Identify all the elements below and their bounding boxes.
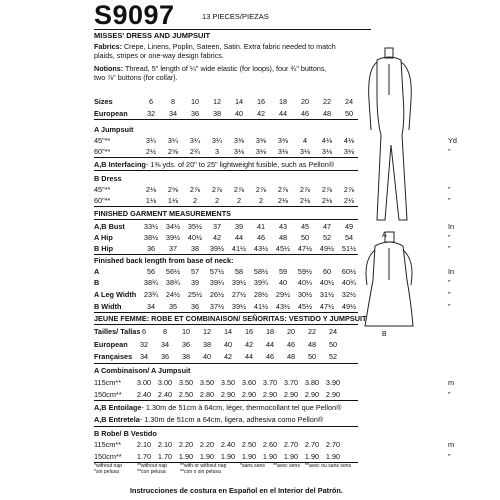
table-cell: 3.50 xyxy=(199,378,215,387)
table-cell: 38 xyxy=(190,244,200,253)
table-divider xyxy=(94,324,358,325)
table-cell: 47½ xyxy=(319,302,335,311)
table-cell: 27½ xyxy=(231,290,247,299)
table-cell: 60 xyxy=(322,267,332,276)
table-cell: 10 xyxy=(190,97,200,106)
table-cell: 2.40 xyxy=(220,440,236,449)
table-cell: 10 xyxy=(181,327,191,336)
illustration-label-b: B xyxy=(382,331,387,338)
table-cell: 38¾ xyxy=(143,278,159,287)
table-cell: 46 xyxy=(256,233,266,242)
table-cell: 56 xyxy=(146,267,156,276)
table-cell: 2.90 xyxy=(241,390,257,399)
section-label: A Jumpsuit xyxy=(94,125,134,134)
table-divider xyxy=(94,170,358,171)
table-cell: 2.50 xyxy=(178,390,194,399)
table-cell: 2⅞ xyxy=(321,185,333,194)
fabrics-line2: plaids, stripes or one-way design fabrics. xyxy=(94,51,224,61)
table-cell: 34 xyxy=(139,352,149,361)
table-cell: 34 xyxy=(146,302,156,311)
table-cell: 4⅛ xyxy=(321,136,333,145)
piece-count: 13 PIECES/PIEZAS xyxy=(202,12,269,21)
table-cell: 3⅜ xyxy=(233,136,245,145)
table-cell: 35 xyxy=(168,302,178,311)
interfacing-text: - 1.30m de 51cm à 64cm, léger, thermocollant tel que Pellon® xyxy=(141,403,342,412)
table-cell: 2⅝ xyxy=(167,147,179,156)
row-label: European xyxy=(94,340,128,349)
table-cell: 40 xyxy=(278,278,288,287)
unit-label: In xyxy=(448,267,455,276)
table-cell: 44 xyxy=(278,109,288,118)
table-cell: 3⅛ xyxy=(299,147,311,156)
table-cell: 40½ xyxy=(319,278,335,287)
table-cell: 40¾ xyxy=(341,278,357,287)
table-cell: 39½ xyxy=(231,302,247,311)
table-cell: 2 xyxy=(236,196,242,205)
table-cell: 34 xyxy=(160,340,170,349)
table-cell: 36 xyxy=(190,109,200,118)
table-cell: 3⅜ xyxy=(277,136,289,145)
table-cell: 48 xyxy=(322,109,332,118)
table-cell: 1.70 xyxy=(157,452,173,461)
table-cell: 48 xyxy=(307,340,317,349)
row-label: 45"** xyxy=(94,136,111,145)
table-cell: 39¼ xyxy=(209,278,225,287)
table-cell: 3⅜ xyxy=(255,136,267,145)
table-cell: 41½ xyxy=(231,244,247,253)
header-divider xyxy=(94,29,371,30)
table-cell: 3.50 xyxy=(220,378,236,387)
row-label: 60"** xyxy=(94,147,111,156)
table-cell: 2½ xyxy=(145,147,157,156)
table-cell: 49½ xyxy=(319,244,335,253)
table-divider xyxy=(94,206,358,207)
table-cell: 40¼ xyxy=(297,278,313,287)
table-cell: 8 xyxy=(170,97,176,106)
table-cell: 40 xyxy=(202,352,212,361)
table-cell: 3¼ xyxy=(167,136,179,145)
interfacing-text: - 1.30m de 51cm a 64cm, ligera, adhesiva como Pellon® xyxy=(139,415,324,424)
table-cell: 38 xyxy=(202,340,212,349)
interfacing-text: - 1⅜ yds. of 20" to 25" lightweight fusible, such as Pellon® xyxy=(145,160,335,169)
interfacing-label: A,B Entretela xyxy=(94,415,140,424)
garment-illustrations xyxy=(355,40,435,340)
row-label: 150cm** xyxy=(94,452,122,461)
unit-label: m xyxy=(448,440,455,449)
table-cell: 1.90 xyxy=(262,452,278,461)
row-label: B xyxy=(94,278,100,287)
unit-label: " xyxy=(448,233,451,242)
table-cell: 58 xyxy=(234,267,244,276)
table-divider xyxy=(94,254,358,255)
section-label: B Robe/ B Vestido xyxy=(94,429,157,438)
table-divider xyxy=(94,426,358,427)
table-cell: 2 xyxy=(214,196,220,205)
table-cell: 46 xyxy=(286,340,296,349)
table-cell: 4 xyxy=(302,136,308,145)
table-cell: 40 xyxy=(234,109,244,118)
table-cell: 22 xyxy=(322,97,332,106)
row-label: A Leg Width xyxy=(94,290,137,299)
table-cell: 2⅞ xyxy=(211,185,223,194)
table-divider xyxy=(94,312,358,313)
table-cell: 12 xyxy=(202,327,212,336)
table-cell: 40½ xyxy=(187,233,203,242)
table-cell: 50 xyxy=(307,352,317,361)
table-cell: 50 xyxy=(328,340,338,349)
table-cell: 36 xyxy=(146,244,156,253)
row-label: A,B Bust xyxy=(94,222,125,231)
table-cell: 3.60 xyxy=(241,378,257,387)
spanish-instructions-note: Instrucciones de costura en Español en el Interior del Patrón. xyxy=(130,486,343,495)
table-cell: 26½ xyxy=(209,290,225,299)
table-cell: 1⅛ xyxy=(145,196,157,205)
table-cell: 37 xyxy=(168,244,178,253)
table-divider xyxy=(94,219,358,220)
table-cell: 4⅛ xyxy=(343,136,355,145)
table-cell: 47 xyxy=(322,222,332,231)
table-cell: 36 xyxy=(181,340,191,349)
table-cell: 48 xyxy=(278,233,288,242)
table-cell: 50 xyxy=(300,233,310,242)
table-cell: 23¾ xyxy=(143,290,159,299)
unit-label: " xyxy=(448,278,451,287)
row-label: A Hip xyxy=(94,233,113,242)
table-cell: 28½ xyxy=(253,290,269,299)
table-cell: 43½ xyxy=(253,244,269,253)
table-cell: 48 xyxy=(286,352,296,361)
table-cell: 59 xyxy=(278,267,288,276)
table-cell: 52 xyxy=(328,352,338,361)
fabrics-line1: Crepe, Linens, Poplin, Sateen, Satin. Extra fabric needed to match xyxy=(121,42,336,51)
table-cell: 38 xyxy=(212,109,222,118)
table-cell: 14 xyxy=(234,97,244,106)
interfacing-label: A,B Interfacing xyxy=(94,160,146,169)
row-label: B Hip xyxy=(94,244,114,253)
table-cell: 2⅛ xyxy=(277,196,289,205)
table-cell: 47½ xyxy=(297,244,313,253)
unit-label: " xyxy=(448,196,451,205)
table-cell: 46 xyxy=(300,109,310,118)
table-cell: 6 xyxy=(148,97,154,106)
table-cell: 3⅛ xyxy=(321,147,333,156)
section-label: B Dress xyxy=(94,174,122,183)
unit-label: " xyxy=(448,290,451,299)
table-cell: 2.60 xyxy=(262,440,278,449)
table-cell: 1.90 xyxy=(283,452,299,461)
table-cell: 16 xyxy=(244,327,254,336)
table-cell: 2⅞ xyxy=(343,185,355,194)
notions-line1: Thread, 5" length of ¼" wide elastic (for loops), four ¾" buttons, xyxy=(123,64,327,73)
table-cell: 25½ xyxy=(187,290,203,299)
table-cell: 2.50 xyxy=(241,440,257,449)
table-divider xyxy=(94,400,358,401)
table-cell: 36 xyxy=(160,352,170,361)
unit-label: " xyxy=(448,147,451,156)
note-sans-sens: *sans sens xyxy=(240,463,265,469)
table-cell: 2⅛ xyxy=(299,196,311,205)
table-cell: 58½ xyxy=(253,267,269,276)
section-label: FINISHED GARMENT MEASUREMENTS xyxy=(94,209,232,218)
jumpsuit-illustration xyxy=(369,48,412,220)
table-cell: 39 xyxy=(234,222,244,231)
table-cell: 3⅛ xyxy=(255,147,267,156)
table-cell: 2.90 xyxy=(220,390,236,399)
table-cell: 1.70 xyxy=(136,452,152,461)
table-cell: 16 xyxy=(256,97,266,106)
unit-label: m xyxy=(448,378,455,387)
table-divider xyxy=(94,119,358,120)
row-label: B Width xyxy=(94,302,122,311)
table-cell: 22 xyxy=(307,327,317,336)
pattern-title: MISSES' DRESS AND JUMPSUIT xyxy=(94,31,211,40)
table-cell: 44 xyxy=(265,340,275,349)
note-without-nap-2: **without nap **con pelusa xyxy=(137,463,168,475)
table-cell: 3.70 xyxy=(262,378,278,387)
table-cell: 2⅝ xyxy=(167,185,179,194)
table-cell: 57 xyxy=(190,267,200,276)
table-cell: 38¾ xyxy=(165,278,181,287)
table-cell: 18 xyxy=(278,97,288,106)
table-cell: 34 xyxy=(168,109,178,118)
table-cell: 2⅛ xyxy=(343,196,355,205)
table-cell: 3.90 xyxy=(325,378,341,387)
note-with-or-without-nap: **with or without nap **con o sin pelusa xyxy=(180,463,227,475)
table-cell: 2.70 xyxy=(304,440,320,449)
unit-label: " xyxy=(448,390,451,399)
unit-label: Yd xyxy=(448,136,457,145)
table-cell: 42 xyxy=(223,352,233,361)
table-cell: 59½ xyxy=(297,267,313,276)
table-cell: 2.10 xyxy=(157,440,173,449)
table-cell: 2¾ xyxy=(189,147,201,156)
unit-label: " xyxy=(448,244,451,253)
table-cell: 32 xyxy=(146,109,156,118)
dress-illustration xyxy=(365,232,413,326)
row-label: 115cm** xyxy=(94,440,122,449)
table-cell: 1.90 xyxy=(178,452,194,461)
unit-label: " xyxy=(448,452,451,461)
table-cell: 39½ xyxy=(231,278,247,287)
table-cell: 29½ xyxy=(275,290,291,299)
unit-label: " xyxy=(448,185,451,194)
section-label: A Combinaison/ A Jumpsuit xyxy=(94,366,191,375)
table-cell: 54 xyxy=(344,233,354,242)
notions-line2: two ⅞" buttons (for collar). xyxy=(94,73,178,83)
table-cell: 1.90 xyxy=(241,452,257,461)
table-cell: 60½ xyxy=(341,267,357,276)
table-cell: 32 xyxy=(139,340,149,349)
table-cell: 3.80 xyxy=(304,378,320,387)
table-cell: 2.40 xyxy=(157,390,173,399)
interfacing-label: A,B Entoilage xyxy=(94,403,142,412)
table-cell: 3¼ xyxy=(189,136,201,145)
fabrics-label: Fabrics: xyxy=(94,42,122,51)
table-cell: 6 xyxy=(141,327,147,336)
table-cell: 52 xyxy=(322,233,332,242)
table-cell: 37½ xyxy=(209,302,225,311)
table-cell: 1.90 xyxy=(199,452,215,461)
table-cell: 34½ xyxy=(165,222,181,231)
table-cell: 2⅞ xyxy=(277,185,289,194)
table-cell: 2.90 xyxy=(262,390,278,399)
table-cell: 2.40 xyxy=(136,390,152,399)
table-cell: 40 xyxy=(223,340,233,349)
table-cell: 1⅛ xyxy=(167,196,179,205)
table-cell: 2⅛ xyxy=(145,185,157,194)
table-cell: 51½ xyxy=(341,244,357,253)
row-label: 115cm** xyxy=(94,378,122,387)
table-cell: 43½ xyxy=(275,302,291,311)
table-cell: 2.70 xyxy=(325,440,341,449)
table-cell: 41½ xyxy=(253,302,269,311)
table-cell: 35½ xyxy=(187,222,203,231)
table-cell: 20 xyxy=(286,327,296,336)
table-cell: 2.20 xyxy=(178,440,194,449)
row-label: Sizes xyxy=(94,97,113,106)
table-cell: 30½ xyxy=(297,290,313,299)
table-cell: 32½ xyxy=(341,290,357,299)
table-cell: 45½ xyxy=(297,302,313,311)
table-cell: 33½ xyxy=(143,222,159,231)
table-cell: 24 xyxy=(344,97,354,106)
table-cell: 46 xyxy=(265,352,275,361)
section-label: JEUNE FEMME: ROBE ET COMBINAISON/ SEÑORITAS: VESTIDO Y JUMPSUIT xyxy=(94,314,367,323)
table-cell: 43 xyxy=(278,222,288,231)
table-cell: 49 xyxy=(344,222,354,231)
table-cell: 3.70 xyxy=(283,378,299,387)
table-cell: 3¼ xyxy=(145,136,157,145)
table-cell: 3.50 xyxy=(178,378,194,387)
table-cell: 2⅞ xyxy=(233,185,245,194)
table-cell: 31½ xyxy=(319,290,335,299)
table-cell: 2.10 xyxy=(136,440,152,449)
table-cell: 3 xyxy=(214,147,220,156)
note-avec-sens: **avec sens xyxy=(273,463,300,469)
table-divider xyxy=(94,157,358,158)
table-cell: 39¾ xyxy=(253,278,269,287)
row-label: Tailles/ Tallas xyxy=(94,327,141,336)
table-cell: 57½ xyxy=(209,267,225,276)
table-cell: 2.90 xyxy=(304,390,320,399)
row-label: European xyxy=(94,109,128,118)
pattern-number: S9097 xyxy=(94,0,175,30)
table-cell: 2.90 xyxy=(283,390,299,399)
table-cell: 2 xyxy=(258,196,264,205)
table-cell: 37 xyxy=(212,222,222,231)
table-cell: 44 xyxy=(244,352,254,361)
table-cell: 2⅞ xyxy=(189,185,201,194)
row-label: 150cm** xyxy=(94,390,122,399)
table-cell: 14 xyxy=(223,327,233,336)
table-cell: 1.90 xyxy=(325,452,341,461)
illustration-label-a: A xyxy=(382,232,387,239)
table-cell: 20 xyxy=(300,97,310,106)
table-cell: 49½ xyxy=(341,302,357,311)
fabrics-text xyxy=(94,42,369,61)
table-cell: 1.90 xyxy=(220,452,236,461)
table-cell: 38 xyxy=(181,352,191,361)
table-cell: 56½ xyxy=(165,267,181,276)
row-label: 45"** xyxy=(94,185,111,194)
table-cell: 12 xyxy=(212,97,222,106)
table-cell: 2⅛ xyxy=(321,196,333,205)
table-cell: 39½ xyxy=(209,244,225,253)
table-cell: 2⅞ xyxy=(299,185,311,194)
table-cell: 3⅛ xyxy=(277,147,289,156)
table-cell: 2.70 xyxy=(283,440,299,449)
table-cell: 2.20 xyxy=(199,440,215,449)
table-cell: 2.90 xyxy=(325,390,341,399)
table-cell: 24½ xyxy=(165,290,181,299)
table-cell: 39½ xyxy=(165,233,181,242)
table-cell: 39 xyxy=(190,278,200,287)
table-cell: 8 xyxy=(162,327,168,336)
note-avec-ou-sans-sens: **avec ou sans sens xyxy=(305,463,352,469)
table-cell: 38½ xyxy=(143,233,159,242)
notions-text xyxy=(94,64,369,83)
table-cell: 3⅛ xyxy=(343,147,355,156)
table-cell: 3¼ xyxy=(211,136,223,145)
table-cell: 2 xyxy=(192,196,198,205)
row-label: A xyxy=(94,267,100,276)
table-cell: 24 xyxy=(328,327,338,336)
table-divider xyxy=(94,363,358,364)
table-cell: 3.00 xyxy=(157,378,173,387)
table-cell: 45½ xyxy=(275,244,291,253)
table-cell: 3⅛ xyxy=(233,147,245,156)
table-cell: 45 xyxy=(300,222,310,231)
table-cell: 18 xyxy=(265,327,275,336)
table-cell: 42 xyxy=(256,109,266,118)
table-cell: 3.00 xyxy=(136,378,152,387)
row-label: Françaises xyxy=(94,352,133,361)
table-cell: 2.80 xyxy=(199,390,215,399)
table-cell: 50 xyxy=(344,109,354,118)
unit-label: In xyxy=(448,222,455,231)
note-without-nap: *without nap *sin pelusa xyxy=(94,463,123,475)
table-cell: 1.90 xyxy=(304,452,320,461)
row-label: 60"** xyxy=(94,196,111,205)
table-cell: 41 xyxy=(256,222,266,231)
table-cell: 42 xyxy=(212,233,222,242)
table-cell: 42 xyxy=(244,340,254,349)
notions-label: Notions: xyxy=(94,64,124,73)
unit-label: " xyxy=(448,302,451,311)
table-cell: 36 xyxy=(190,302,200,311)
table-cell: 44 xyxy=(234,233,244,242)
table-cell: 2⅞ xyxy=(255,185,267,194)
section-label: Finished back length from base of neck: xyxy=(94,256,234,265)
